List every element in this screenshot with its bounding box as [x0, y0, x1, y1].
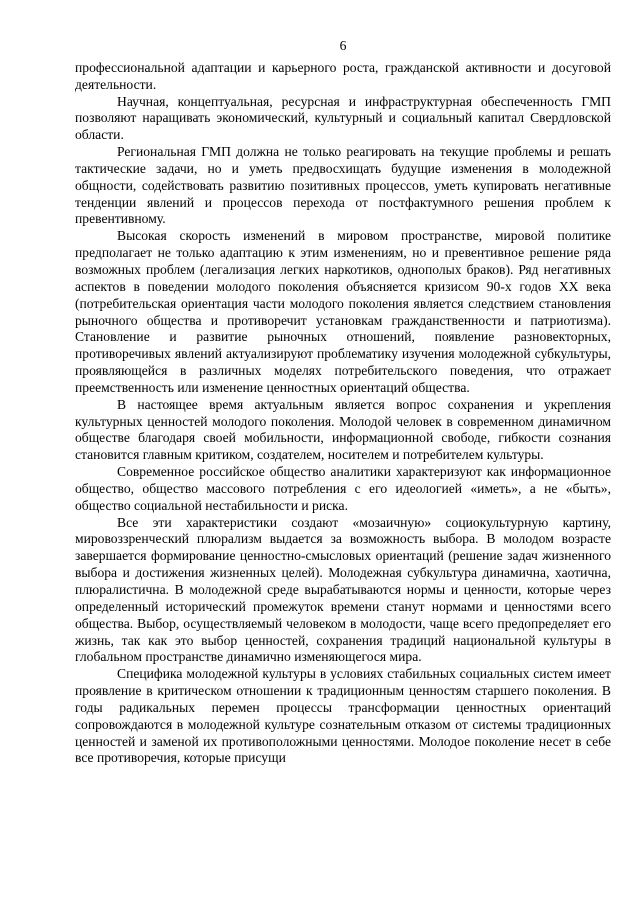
paragraph: Специфика молодежной культуры в условиях стабильных социальных систем имеет проявление в критическом отношении к традиционным ценностям старшего поколения. В годы радикальных перемен процессы трансформации ценностных ориентаций сопровождаются в молодежной культуре сознательным отказом от системы традиционных ценностей и заменой их противоположными ценностями. Молодое поколение несет в себе все противоречия, которые присущи [75, 666, 611, 766]
paragraph: Региональная ГМП должна не только реагировать на текущие проблемы и решать тактические задачи, но и уметь предвосхищать будущие изменения в молодежной общности, содействовать развитию позитивных процессов, уметь купировать негативные тенденции явлений и процессов перехода от постфактумного решения проблем к превентивному. [75, 144, 611, 227]
document-page [75, 38, 611, 767]
paragraph: Научная, концептуальная, ресурсная и инфраструктурная обеспеченность ГМП позволяют наращивать экономический, культурный и социальный капитал Свердловской области. [75, 93, 611, 143]
paragraph: Все эти характеристики создают «мозаичную» социокультурную картину, мировоззренческий плюрализм выдается за возможность выбора. В молодом возрасте завершается формирование ценностно-смысловых ориентаций (решение задач жизненного выбора и достижения жизненных целей). Молодежная субкультура динамична, хаотична, плюралистична. В молодежной среде вырабатываются нормы и ценности, которые через определенный исторический промежуток времени станут нормами и ценностями всего общества. Выбор, осуществляемый человеком в молодости, чаще всего предопределяет его жизнь, так как это выбор ценностей, сохранения традиций национальной культуры в глобальном пространстве динамично изменяющегося мира. [75, 514, 611, 665]
paragraph: В настоящее время актуальным является вопрос сохранения и укрепления культурных ценностей молодого поколения. Молодой человек в современном динамичном обществе благодаря своей мобильности, информационной свободе, гибкости сознания становится главным критиком, создателем, носителем и потребителем культуры. [75, 396, 611, 463]
paragraph-continuation: профессиональной адаптации и карьерного роста, гражданской активности и досуговой деятельности. [75, 59, 611, 92]
paragraph: Высокая скорость изменений в мировом пространстве, мировой политике предполагает не только адаптацию к этим изменениям, но и превентивное решение ряда возможных проблем (легализация легких наркотиков, однополых браков). Ряд негативных аспектов в поведении молодого поколения объясняется кризисом 90-х годов XX века (потребительская ориентация части молодого поколения является следствием становления рыночного общества и противоречит установкам гражданственности и патриотизма). Становление и развитие рыночных отношений, появление разновекторных, противоречивых явлений актуализируют проблематику изучения молодежной субкультуры, проявляющейся в различных моделях потребительского поведения, что отражает преемственность или изменение ценностных ориентаций общества. [75, 228, 611, 395]
paragraph: Современное российское общество аналитики характеризуют как информационное общество, общество массового потребления с его идеологией «иметь», а не «быть», общество социальной нестабильности и риска. [75, 464, 611, 513]
page-number: 6 [339, 38, 347, 53]
